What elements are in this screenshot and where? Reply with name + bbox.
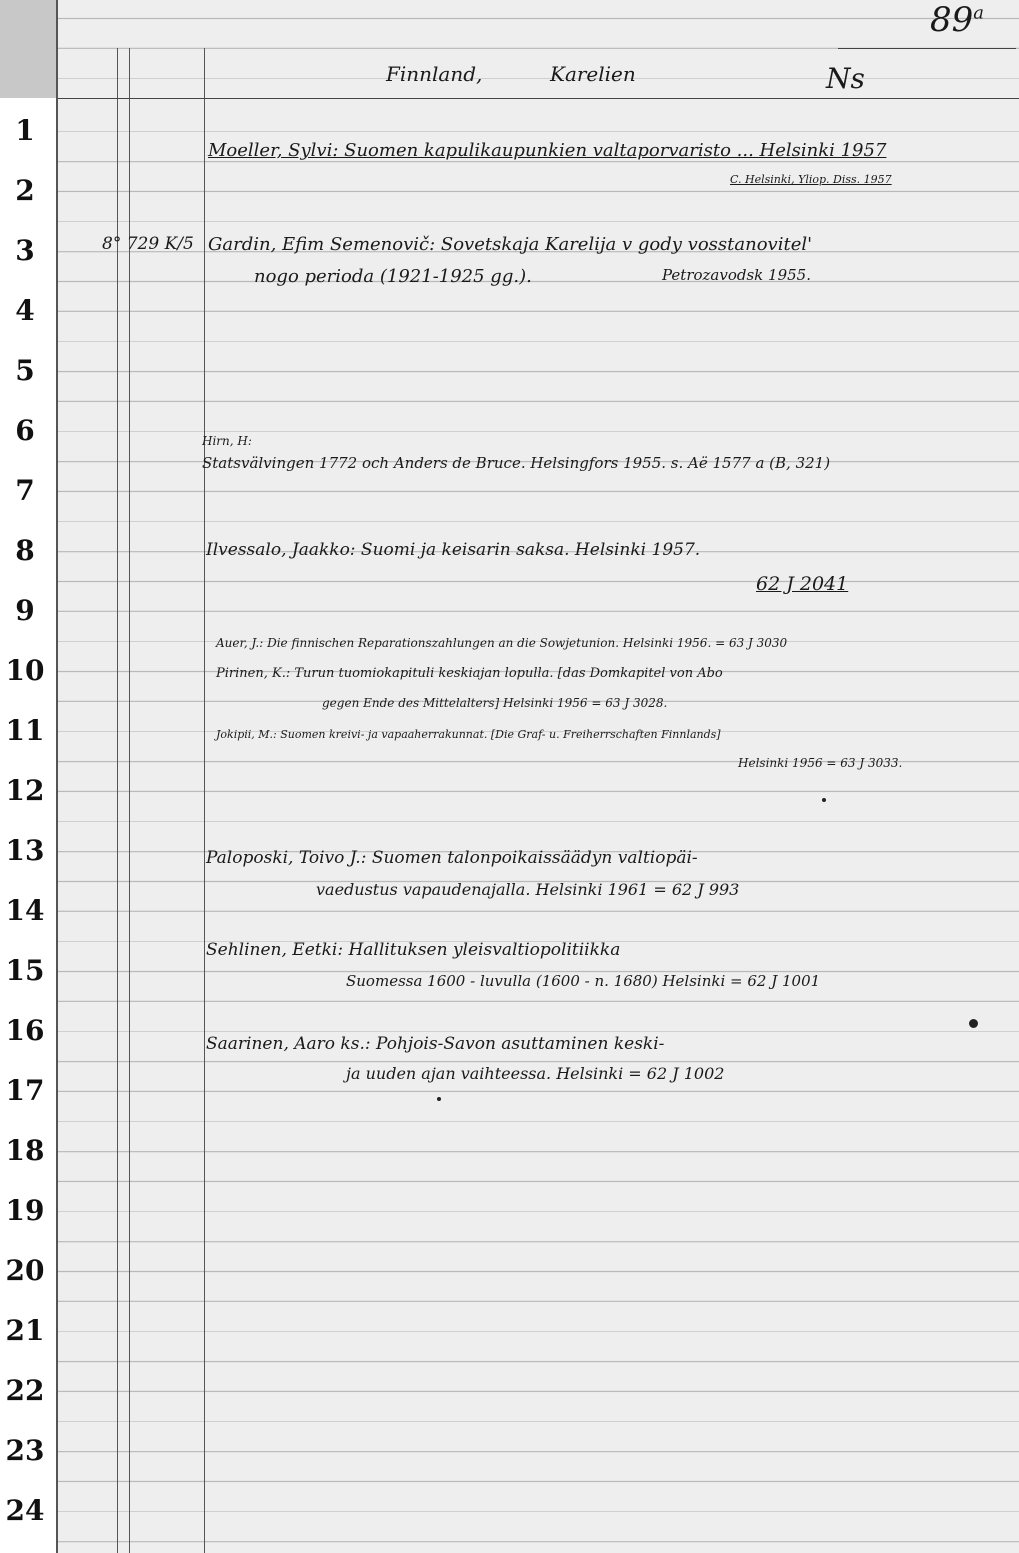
line-number-gutter: [0, 0, 58, 1553]
line-number: 4: [15, 294, 35, 327]
ink-blot: [969, 1019, 978, 1028]
line-number: 13: [5, 834, 45, 867]
header-signature: Ns: [826, 62, 865, 95]
ledger-page: [58, 0, 1019, 1553]
line-number: 10: [5, 654, 45, 687]
entry-pirinen-line1: Pirinen, K.: Turun tuomiokapituli keskiajan lopulla. [das Domkapitel von Abo: [216, 666, 723, 681]
entry-gardin-line1: Gardin, Efim Semenovič: Sovetskaja Karelija v gody vosstanovitel': [208, 234, 813, 255]
entry-hirn-title: Statsvälvingen 1772 och Anders de Bruce. Helsingfors 1955. s. Aë 1577 a (B, 321): [202, 454, 831, 472]
line-number: 8: [15, 534, 35, 567]
line-number: 11: [5, 714, 45, 747]
line-number: 21: [5, 1314, 45, 1347]
line-number: 16: [5, 1014, 45, 1047]
page-number-rule: [838, 48, 1016, 49]
line-number: 17: [5, 1074, 45, 1107]
line-number: 7: [15, 474, 35, 507]
line-number: 12: [5, 774, 45, 807]
entry-moeller-title: Moeller, Sylvi: Suomen kapulikaupunkien valtaporvaristo ... Helsinki 1957: [208, 140, 887, 161]
entry-paloposki-line2: vaedustus vapaudenajalla. Helsinki 1961 = 62 J 993: [316, 880, 740, 899]
ink-dot: [437, 1097, 441, 1101]
entry-hirn-author: Hirn, H:: [202, 434, 252, 448]
line-number: 15: [5, 954, 45, 987]
header-region-left: Finnland,: [386, 62, 483, 86]
entry-auer: Auer, J.: Die finnischen Reparationszahlungen an die Sowjetunion. Helsinki 1956. = 63 J 3030: [216, 636, 788, 650]
line-number: 9: [15, 594, 35, 627]
entry-gardin-shelfmark: 8° 729 K/5: [102, 234, 194, 254]
margin-rule-inner: [129, 48, 130, 1553]
line-number: 18: [5, 1134, 45, 1167]
entry-moeller-note: C. Helsinki, Yliop. Diss. 1957: [730, 173, 892, 186]
gutter-header-shade: [0, 0, 56, 98]
entry-gardin-place: Petrozavodsk 1955.: [662, 266, 811, 284]
line-number: 5: [15, 354, 35, 387]
entry-sehlinen-line1: Sehlinen, Eetki: Hallituksen yleisvaltiopolitiikka: [206, 940, 621, 960]
line-number: 2: [15, 174, 35, 207]
line-number: 19: [5, 1194, 45, 1227]
margin-rule-entry: [204, 48, 205, 1553]
entry-jokipii-line1: Jokipii, M.: Suomen kreivi- ja vapaaherrakunnat. [Die Graf- u. Freiherrschaften Finnlands]: [216, 728, 721, 741]
entry-ilvessalo-title: Ilvessalo, Jaakko: Suomi ja keisarin saksa. Helsinki 1957.: [206, 540, 701, 560]
entry-jokipii-line2: Helsinki 1956 = 63 J 3033.: [738, 756, 903, 770]
entry-ilvessalo-callno: 62 J 2041: [756, 573, 849, 595]
entry-pirinen-line2: gegen Ende des Mittelalters] Helsinki 1956 = 63 J 3028.: [322, 696, 668, 710]
page-number: 89$^a$: [930, 0, 984, 40]
header-rule: [58, 98, 1019, 99]
entry-paloposki-line1: Paloposki, Toivo J.: Suomen talonpoikaissäädyn valtiopäi-: [206, 848, 698, 868]
line-number: 1: [15, 114, 35, 147]
entry-gardin-line2: nogo perioda (1921-1925 gg.).: [254, 266, 532, 287]
entry-sehlinen-line2: Suomessa 1600 - luvulla (1600 - n. 1680) Helsinki = 62 J 1001: [346, 972, 821, 990]
margin-rule-outer: [117, 48, 118, 1553]
entry-saarinen-line2: ja uuden ajan vaihteessa. Helsinki = 62 J 1002: [346, 1064, 725, 1083]
line-number: 3: [15, 234, 35, 267]
line-number: 14: [5, 894, 45, 927]
header-region-center: Karelien: [550, 62, 636, 86]
line-number: 6: [15, 414, 35, 447]
line-number: 24: [5, 1494, 45, 1527]
ink-dot: [822, 798, 826, 802]
line-number: 22: [5, 1374, 45, 1407]
line-number: 23: [5, 1434, 45, 1467]
line-number: 20: [5, 1254, 45, 1287]
entry-saarinen-line1: Saarinen, Aaro ks.: Pohjois-Savon asuttaminen keski-: [206, 1034, 665, 1054]
